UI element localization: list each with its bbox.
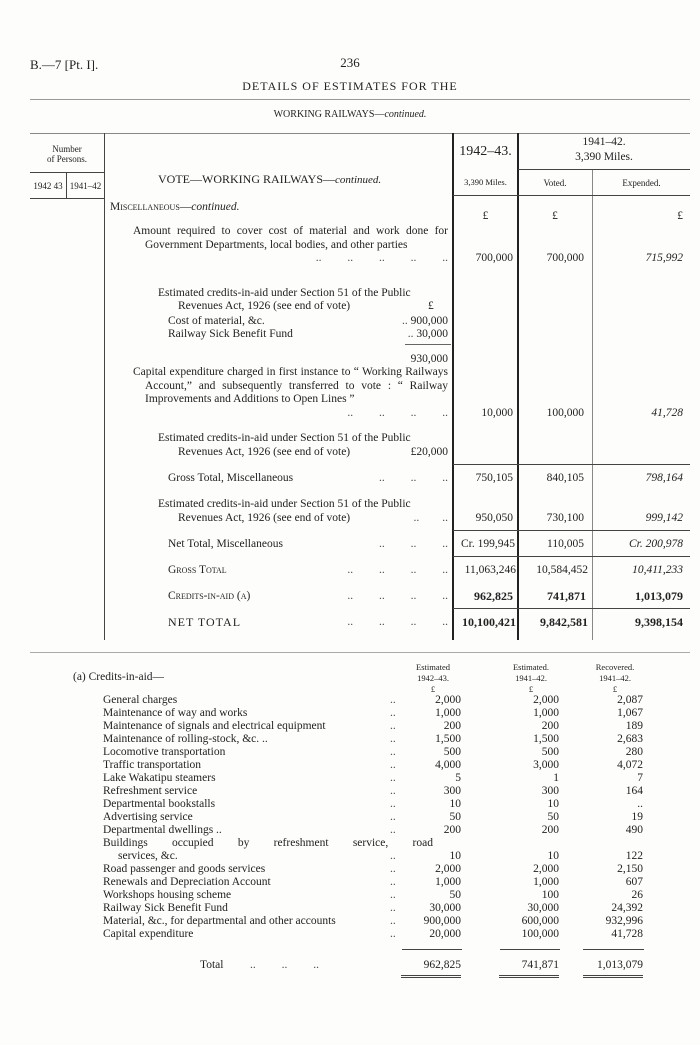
credits-voted: 730,100 — [546, 512, 584, 524]
footnote-value-estimated-1941-42: 1,000 — [533, 707, 559, 719]
footnote-value-estimated-1941-42: 2,000 — [533, 694, 559, 706]
footnote-column-header-estimated-1942-43: Estimated — [416, 662, 450, 672]
currency-symbol: £ — [428, 300, 434, 312]
header-rule — [453, 195, 690, 196]
credits-subtotal: 930,000 — [410, 353, 448, 365]
footnote-value-estimated-1942-43: 4,000 — [435, 759, 461, 771]
net-misc-expended: Cr. 200,978 — [629, 538, 683, 550]
footnote-column-header-recovered-1941-42: Recovered. — [595, 662, 635, 672]
row-rule — [453, 464, 690, 465]
section-heading-suffix: continued. — [191, 201, 240, 213]
footnote-column-header-estimated-1941-42: Estimated. — [512, 662, 550, 672]
sick-fund-value: .. 30,000 — [407, 328, 448, 340]
footnote-item-label: Traffic transportation — [103, 759, 202, 771]
footnote-value-recovered-1941-42: 19 — [631, 811, 643, 823]
footnote-item-label-continued: services, &c. — [118, 850, 178, 862]
leader-dots: .. — [390, 759, 396, 771]
cost-of-material-value: .. 900,000 — [402, 315, 448, 327]
footnote-total-label: Total — [200, 959, 224, 971]
footnote-value-recovered-1941-42: 607 — [625, 876, 643, 888]
footnote-item-label: Departmental bookstalls — [103, 798, 216, 810]
leader-dots: .. — [390, 850, 396, 862]
footnote-column-currency-recovered-1941-42: £ — [612, 684, 618, 694]
number-of-persons-label: Number — [52, 144, 82, 154]
footnote-item-label: Workshops housing scheme — [103, 889, 232, 901]
leader-dots: .. — [390, 772, 396, 784]
leader-dots: .. .. — [413, 512, 448, 524]
footnote-value-estimated-1942-43: 1,500 — [435, 733, 461, 745]
footnote-value-recovered-1941-42: 2,087 — [617, 694, 643, 706]
credits-in-aid-label: Credits-in-aid (a) — [168, 590, 251, 602]
section-heading — [110, 201, 240, 214]
footnote-item-label: Maintenance of signals and electrical equipment — [103, 720, 326, 732]
footnote-value-estimated-1941-42: 100,000 — [521, 928, 559, 940]
header-rule — [30, 172, 104, 173]
cost-of-material-amount: 900,000 — [410, 315, 448, 327]
footnote-value-estimated-1942-43: 2,000 — [435, 863, 461, 875]
subtitle-text: WORKING RAILWAYS— — [273, 109, 385, 120]
gross-total-1942-43: 11,063,246 — [464, 564, 516, 576]
footnote-value-estimated-1941-42: 10 — [547, 850, 559, 862]
table-bottom-rule — [30, 652, 690, 653]
leader-dots: .. — [390, 733, 396, 745]
footnote-value-estimated-1942-43: 900,000 — [423, 915, 461, 927]
footnote-item-label: Maintenance of way and works — [103, 707, 248, 719]
footnote-value-estimated-1942-43: 20,000 — [429, 928, 461, 940]
row-rule — [453, 530, 690, 531]
footnote-value-estimated-1942-43: 1,000 — [435, 707, 461, 719]
amount-required-text: Amount required to cover cost of material and work done for Government Departments, local bodies, and other parties — [133, 225, 448, 251]
footnote-item-label: Lake Wakatipu steamers — [103, 772, 216, 784]
leader-dots: .. — [390, 694, 396, 706]
footnote-title: (a) Credits-in-aid— — [73, 671, 165, 683]
section-heading-text: Miscellaneous— — [110, 201, 192, 213]
footnote-value-estimated-1941-42: 30,000 — [527, 902, 559, 914]
leader-dots: .. — [390, 876, 396, 888]
footnote-value-recovered-1941-42: 4,072 — [617, 759, 643, 771]
year-1942-43-header: 1942–43. — [459, 144, 512, 159]
footnote-value-recovered-1941-42: 1,067 — [617, 707, 643, 719]
row-rule — [453, 556, 690, 557]
footnote-value-estimated-1941-42: 200 — [541, 824, 559, 836]
gross-total-expended: 10,411,233 — [632, 564, 683, 576]
footnote-item-label: Railway Sick Benefit Fund — [103, 902, 228, 914]
credits-1942-43: 950,050 — [475, 512, 513, 524]
leader-dots: .. — [390, 811, 396, 823]
credits-in-aid-voted: 741,871 — [547, 589, 586, 603]
leader-dots: .. — [390, 707, 396, 719]
credits-text: Estimated credits-in-aid under Section 51 of the Public — [158, 432, 411, 444]
miles-1942-43: 3,390 Miles. — [464, 177, 507, 187]
gross-misc-1942-43: 750,105 — [475, 472, 513, 484]
footnote-total-estimated-1942-43: 962,825 — [423, 959, 461, 971]
sum-rule — [402, 949, 462, 950]
capital-expended-1941-42: 41,728 — [651, 407, 683, 419]
footnote-value-recovered-1941-42: 932,996 — [605, 915, 643, 927]
footnote-item-label: Refreshment service — [103, 785, 198, 797]
footnote-value-estimated-1942-43: 500 — [443, 746, 461, 758]
footnote-value-estimated-1942-43: 10 — [449, 798, 461, 810]
footnote-value-recovered-1941-42: 2,683 — [617, 733, 643, 745]
leader-dots: .. — [390, 915, 396, 927]
credits-text: Estimated credits-in-aid under Section 51 of the Public — [158, 498, 411, 510]
footnote-value-estimated-1942-43: 200 — [443, 720, 461, 732]
footnote-value-recovered-1941-42: 7 — [637, 772, 643, 784]
footnote-value-estimated-1942-43: 5 — [455, 772, 461, 784]
voted-header: Voted. — [543, 178, 567, 188]
leader-dots: .. — [390, 746, 396, 758]
leader-dots: .. — [390, 824, 396, 836]
year-1941-42-header: 1941–42. — [582, 136, 626, 148]
footnote-value-estimated-1942-43: 300 — [443, 785, 461, 797]
footnote-value-estimated-1941-42: 100 — [541, 889, 559, 901]
gross-misc-voted: 840,105 — [546, 472, 584, 484]
footnote-value-estimated-1942-43: 50 — [449, 811, 461, 823]
footnote-item-label: Renewals and Depreciation Account — [103, 876, 271, 888]
footnote-total-estimated-1941-42: 741,871 — [521, 959, 559, 971]
sick-fund-label: Railway Sick Benefit Fund — [168, 328, 293, 340]
leader-dots: .. — [390, 902, 396, 914]
footnote-item-label: Departmental dwellings .. — [103, 824, 222, 836]
vote-title-suffix: continued. — [335, 174, 382, 186]
credits-text: Revenues Act, 1926 (see end of vote) — [178, 446, 351, 458]
leader-dots: .. .. .. .. — [347, 564, 448, 576]
sick-fund-amount: 30,000 — [416, 328, 448, 340]
net-total-1942-43: 10,100,421 — [462, 615, 516, 629]
footnote-value-estimated-1942-43: 50 — [449, 889, 461, 901]
footnote-value-estimated-1942-43: 2,000 — [435, 694, 461, 706]
footnote-value-recovered-1941-42: .. — [637, 798, 643, 810]
footnote-value-estimated-1942-43: 10 — [449, 850, 461, 862]
footnote-value-estimated-1941-42: 600,000 — [521, 915, 559, 927]
footnote-column-year-estimated-1941-42: 1941–42. — [515, 673, 547, 683]
credits-expended: 999,142 — [645, 512, 683, 524]
footnote-column-currency-estimated-1941-42: £ — [528, 684, 534, 694]
footnote-value-estimated-1941-42: 300 — [541, 785, 559, 797]
credits-text: Revenues Act, 1926 (see end of vote) — [178, 300, 351, 312]
footnote-value-recovered-1941-42: 490 — [625, 824, 643, 836]
leader-dots: .. — [390, 798, 396, 810]
net-misc-voted: 110,005 — [547, 538, 584, 550]
leader-dots: .. .. .. .. .. — [315, 252, 448, 264]
header-rule — [518, 169, 690, 170]
leader-dots: .. .. .. — [250, 959, 319, 971]
double-rule — [583, 975, 643, 978]
footnote-item-label: Capital expenditure — [103, 928, 194, 940]
footnote-item-label: Road passenger and goods services — [103, 863, 266, 875]
row-rule — [453, 608, 690, 609]
document-reference: B.—7 [Pt. I]. — [30, 57, 99, 72]
footnote-value-estimated-1941-42: 1,000 — [533, 876, 559, 888]
gross-total-label: Gross Total — [168, 564, 227, 576]
footnote-value-recovered-1941-42: 189 — [625, 720, 643, 732]
cost-of-material-label: Cost of material, &c. — [168, 315, 265, 327]
footnote-column-year-recovered-1941-42: 1941–42. — [599, 673, 631, 683]
persons-1941-42-header: 1941–42 — [69, 181, 102, 191]
subtitle-suffix: continued. — [384, 109, 427, 120]
footnote-item-label: Maintenance of rolling-stock, &c. .. — [103, 733, 268, 745]
footnote-value-recovered-1941-42: 164 — [625, 785, 643, 797]
page-title: DETAILS OF ESTIMATES FOR THE — [242, 79, 458, 93]
footnote-value-estimated-1941-42: 1,500 — [533, 733, 559, 745]
capital-expenditure-text: Capital expenditure charged in first instance to “ Working Railways Account,” and subsequently transferred to vote : “ Railway Improvements and Additions to Open Lines ” — [133, 366, 448, 405]
footnote-value-estimated-1942-43: 200 — [443, 824, 461, 836]
leader-dots: .. — [390, 928, 396, 940]
leader-dots: .. — [390, 785, 396, 797]
currency-symbol: £ — [482, 210, 489, 222]
leader-dots: .. .. .. .. — [347, 616, 448, 628]
expended-header: Expended. — [622, 178, 661, 188]
credits-value: £20,000 — [410, 446, 448, 458]
footnote-value-recovered-1941-42: 26 — [631, 889, 643, 901]
credits-in-aid-1942-43: 962,825 — [474, 589, 513, 603]
footnote-item-label: Locomotive transportation — [103, 746, 226, 758]
sum-rule — [583, 949, 644, 950]
footnote-value-estimated-1941-42: 1 — [553, 772, 559, 784]
footnote-column-currency-estimated-1942-43: £ — [430, 684, 436, 694]
footnote-value-estimated-1941-42: 200 — [541, 720, 559, 732]
net-total-expended: 9,398,154 — [635, 615, 683, 629]
credits-in-aid-expended: 1,013,079 — [635, 589, 683, 603]
gross-total-voted: 10,584,452 — [536, 564, 588, 576]
divider — [30, 99, 690, 100]
double-rule — [401, 975, 461, 978]
net-total-label: NET TOTAL — [168, 615, 242, 629]
number-of-persons-label: of Persons. — [47, 154, 87, 164]
footnote-value-recovered-1941-42: 122 — [625, 850, 643, 862]
footnote-column-year-estimated-1942-43: 1942–43. — [417, 673, 449, 683]
gross-misc-label: Gross Total, Miscellaneous — [168, 472, 294, 484]
currency-symbol: £ — [677, 210, 683, 222]
table-top-rule — [30, 133, 690, 134]
amount-expended-1941-42: 715,992 — [645, 252, 683, 264]
column-divider — [104, 133, 105, 640]
header-rule — [30, 198, 104, 199]
net-misc-label: Net Total, Miscellaneous — [168, 538, 283, 550]
leader-dots: .. .. .. .. — [347, 407, 448, 419]
footnote-value-recovered-1941-42: 280 — [625, 746, 643, 758]
footnote-value-recovered-1941-42: 24,392 — [611, 902, 643, 914]
leader-dots: .. .. .. .. — [347, 590, 448, 602]
currency-symbol: £ — [552, 210, 558, 222]
footnote-value-estimated-1941-42: 10 — [547, 798, 559, 810]
amount-estimate-1942-43: 700,000 — [475, 252, 513, 264]
capital-estimate-1942-43: 10,000 — [481, 407, 513, 419]
footnote-value-estimated-1941-42: 50 — [547, 811, 559, 823]
miles-1941-42: 3,390 Miles. — [575, 151, 633, 163]
leader-dots: .. .. .. — [379, 538, 448, 550]
leader-dots: .. — [390, 863, 396, 875]
amount-voted-1941-42: 700,000 — [546, 252, 584, 264]
capital-voted-1941-42: 100,000 — [546, 407, 584, 419]
footnote-value-recovered-1941-42: 2,150 — [617, 863, 643, 875]
page-subtitle — [150, 108, 550, 121]
double-rule — [499, 975, 559, 978]
sum-rule — [405, 344, 451, 345]
gross-misc-expended: 798,164 — [645, 472, 683, 484]
footnote-item-label: Buildings occupied by refreshment service, road — [103, 837, 433, 849]
footnote-value-estimated-1942-43: 1,000 — [435, 876, 461, 888]
credits-text: Revenues Act, 1926 (see end of vote) — [178, 512, 351, 524]
footnote-value-estimated-1942-43: 30,000 — [429, 902, 461, 914]
vote-title-text: VOTE—WORKING RAILWAYS— — [158, 172, 335, 186]
footnote-value-recovered-1941-42: 41,728 — [611, 928, 643, 940]
persons-1942-43-header: 1942 43 — [33, 181, 63, 191]
footnote-item-label: General charges — [103, 694, 178, 706]
leader-dots: .. — [390, 889, 396, 901]
footnote-value-estimated-1941-42: 3,000 — [533, 759, 559, 771]
footnote-value-estimated-1941-42: 500 — [541, 746, 559, 758]
leader-dots: .. .. .. — [379, 472, 448, 484]
leader-dots: .. — [390, 720, 396, 732]
net-misc-1942-43: Cr. 199,945 — [461, 538, 515, 550]
net-total-voted: 9,842,581 — [540, 615, 588, 629]
footnote-value-estimated-1941-42: 2,000 — [533, 863, 559, 875]
sum-rule — [500, 949, 560, 950]
credits-text: Estimated credits-in-aid under Section 51 of the Public — [158, 287, 411, 299]
footnote-item-label: Advertising service — [103, 811, 193, 823]
vote-title — [158, 173, 381, 187]
footnote-item-label: Material, &c., for departmental and other accounts — [103, 915, 336, 927]
page-number: 236 — [340, 55, 360, 70]
footnote-total-recovered-1941-42: 1,013,079 — [597, 959, 643, 971]
